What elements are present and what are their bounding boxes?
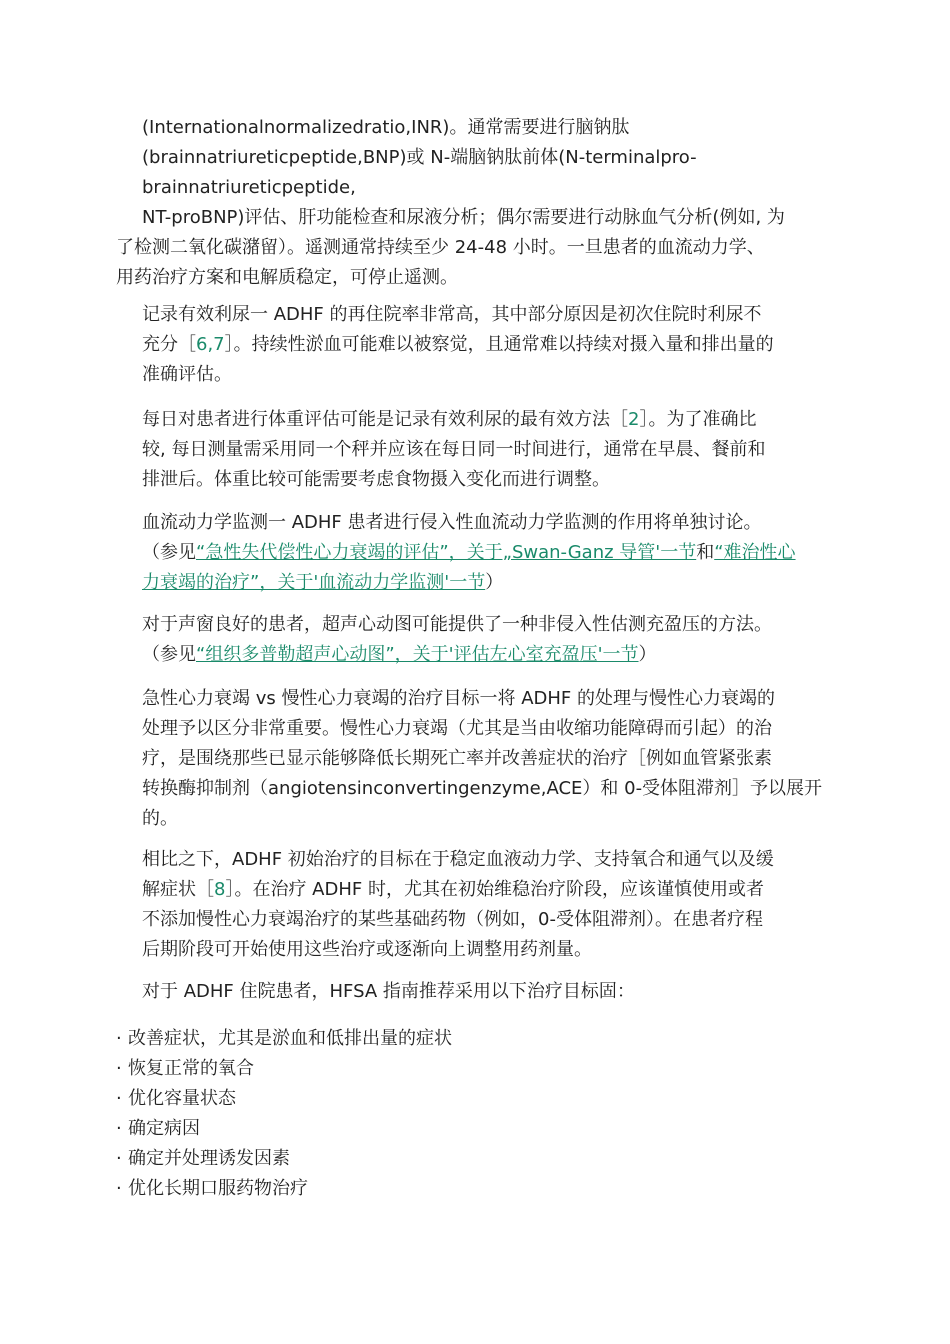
reference-link-refractory-hf[interactable]: “难治性心 bbox=[714, 542, 796, 563]
citation-link[interactable]: 2 bbox=[628, 409, 640, 430]
bullet-marker: · bbox=[116, 1088, 122, 1109]
paragraph-adhf-initial bbox=[142, 845, 774, 965]
text-line: 较, 每日测量需采用同一个秤并应该在每日同一时间进行，通常在早晨、餐前和 bbox=[142, 439, 766, 460]
reference-link-tissue-doppler[interactable]: “组织多普勒超声心动图”，关于'评估左心室充盈压'一节 bbox=[196, 644, 639, 665]
paragraph-lab-tests-cont bbox=[116, 203, 785, 293]
text-line: 不添加慢性心力衰竭治疗的某些基础药物（例如，0-受体阻滞剂）。在患者疗程 bbox=[142, 909, 763, 930]
bullet-marker: · bbox=[116, 1178, 122, 1199]
text-line: 急性心力衰竭 vs 慢性心力衰竭的治疗目标一将 ADHF 的处理与慢性心力衰竭的 bbox=[142, 688, 775, 709]
list-item: · 确定并处理诱发因素 bbox=[116, 1144, 452, 1174]
text-line: 力衰竭的治疗”，关于'血流动力学监测'一节） bbox=[142, 572, 504, 593]
paragraph-diuresis bbox=[142, 300, 774, 390]
text-line: 充分［6,7］。持续性淤血可能难以被察觉，且通常难以持续对摄入量和排出量的 bbox=[142, 334, 774, 355]
paragraph-hemodynamic bbox=[142, 508, 796, 598]
text-line: 疗，是围绕那些已显示能够降低长期死亡率并改善症状的治疗［例如血管紧张素 bbox=[142, 748, 772, 769]
text-line: （参见“急性失代偿性心力衰竭的评估”，关于„Swan-Ganz 导管'一节和“难治性心 bbox=[142, 542, 796, 563]
text-line: 相比之下，ADHF 初始治疗的目标在于稳定血液动力学、支持氧合和通气以及缓 bbox=[142, 849, 774, 870]
paragraph-echo bbox=[142, 610, 772, 670]
text-line: 处理予以区分非常重要。慢性心力衰竭（尤其是当由收缩功能障碍而引起）的治 bbox=[142, 718, 772, 739]
text-line: brainnatriureticpeptide, bbox=[142, 177, 356, 198]
text-line: 解症状［8］。在治疗 ADHF 时，尤其在初始维稳治疗阶段，应该谨慎使用或者 bbox=[142, 879, 764, 900]
text-line: 了检测二氧化碳潴留）。遥测通常持续至少 24-48 小时。一旦患者的血流动力学、 bbox=[116, 237, 765, 258]
text-line: 对于 ADHF 住院患者，HFSA 指南推荐采用以下治疗目标固： bbox=[142, 981, 635, 1002]
paragraph-weight bbox=[142, 405, 765, 495]
text-line: 每日对患者进行体重评估可能是记录有效利尿的最有效方法［2］。为了准确比 bbox=[142, 409, 757, 430]
bullet-marker: · bbox=[116, 1118, 122, 1139]
bullet-marker: · bbox=[116, 1028, 122, 1049]
citation-link[interactable]: 8 bbox=[214, 879, 226, 900]
list-item: · 恢复正常的氧合 bbox=[116, 1054, 452, 1084]
text-line: 记录有效利尿一 ADHF 的再住院率非常高，其中部分原因是初次住院时利尿不 bbox=[142, 304, 762, 325]
paragraph-lab-tests bbox=[142, 113, 697, 203]
text-line: (brainnatriureticpeptide,BNP)或 N-端脑钠肽前体(N-terminalpro- bbox=[142, 147, 697, 168]
list-item: · 确定病因 bbox=[116, 1114, 452, 1144]
reference-link-refractory-hf-cont[interactable]: 力衰竭的治疗”，关于'血流动力学监测'一节 bbox=[142, 572, 486, 593]
list-item: · 改善症状，尤其是淤血和低排出量的症状 bbox=[116, 1024, 452, 1054]
text-line: 排泄后。体重比较可能需要考虑食物摄入变化而进行调整。 bbox=[142, 469, 610, 490]
paragraph-hfsa bbox=[142, 977, 635, 1007]
text-line: （参见“组织多普勒超声心动图”，关于'评估左心室充盈压'一节） bbox=[142, 644, 657, 665]
bullet-marker: · bbox=[116, 1058, 122, 1079]
text-line: 准确评估。 bbox=[142, 364, 232, 385]
paragraph-goals bbox=[142, 684, 822, 834]
reference-link-swan-ganz[interactable]: “急性失代偿性心力衰竭的评估”，关于„Swan-Ganz 导管'一节 bbox=[196, 542, 697, 563]
list-item: · 优化长期口服药物治疗 bbox=[116, 1174, 452, 1204]
goals-list bbox=[116, 1024, 452, 1204]
text-line: (Internationalnormalizedratio,INR)。通常需要进行脑钠肽 bbox=[142, 117, 630, 138]
text-line: 的。 bbox=[142, 808, 178, 829]
text-line: 用药治疗方案和电解质稳定，可停止遥测。 bbox=[116, 267, 458, 288]
text-line: 血流动力学监测一 ADHF 患者进行侵入性血流动力学监测的作用将单独讨论。 bbox=[142, 512, 762, 533]
text-line: 后期阶段可开始使用这些治疗或逐渐向上调整用药剂量。 bbox=[142, 939, 592, 960]
list-item: · 优化容量状态 bbox=[116, 1084, 452, 1114]
text-line: NT-proBNP)评估、肝功能检查和尿液分析；偶尔需要进行动脉血气分析(例如, 为 bbox=[142, 207, 785, 228]
text-line: 转换酶抑制剂（angiotensinconvertingenzyme,ACE）和 0-受体阻滞剂］予以展开 bbox=[142, 778, 823, 799]
bullet-marker: · bbox=[116, 1148, 122, 1169]
citation-link[interactable]: 6,7 bbox=[196, 334, 225, 355]
text-line: 对于声窗良好的患者，超声心动图可能提供了一种非侵入性估测充盈压的方法。 bbox=[142, 614, 772, 635]
